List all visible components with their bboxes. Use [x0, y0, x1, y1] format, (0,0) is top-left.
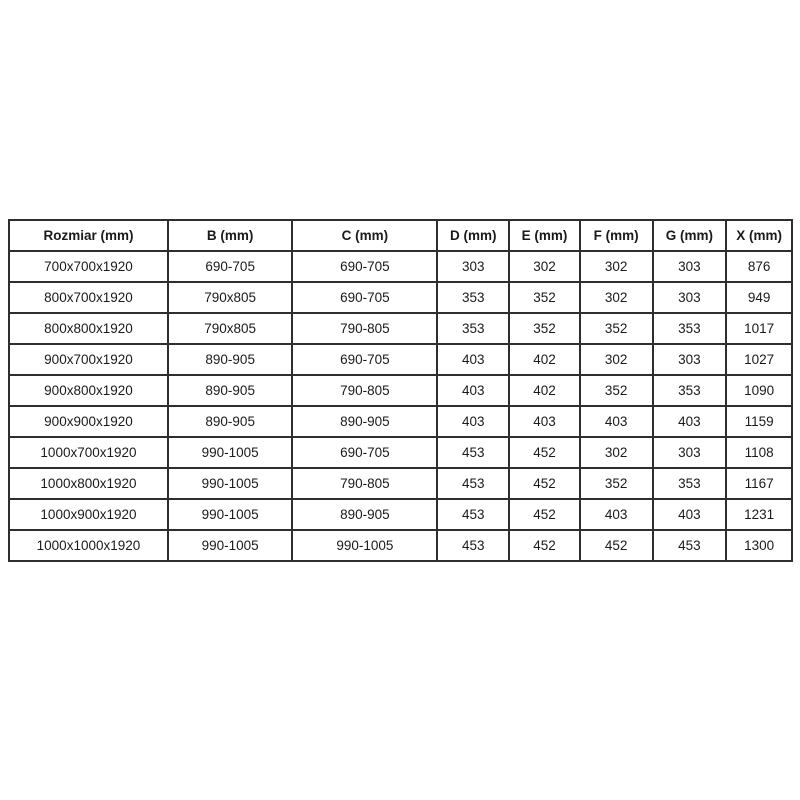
table-cell: 352 — [509, 282, 579, 313]
table-cell: 353 — [653, 375, 727, 406]
table-cell: 990-1005 — [168, 437, 292, 468]
table-cell: 1090 — [726, 375, 792, 406]
table-cell: 1000x800x1920 — [9, 468, 168, 499]
table-cell: 352 — [580, 468, 653, 499]
column-header: F (mm) — [580, 220, 653, 251]
table-cell: 790-805 — [292, 375, 437, 406]
table-cell: 403 — [437, 406, 509, 437]
table-cell: 452 — [580, 530, 653, 561]
table-cell: 1108 — [726, 437, 792, 468]
table-cell: 1000x900x1920 — [9, 499, 168, 530]
column-header: E (mm) — [509, 220, 579, 251]
table-cell: 990-1005 — [168, 530, 292, 561]
table-cell: 303 — [653, 437, 727, 468]
table-cell: 690-705 — [168, 251, 292, 282]
table-cell: 890-905 — [168, 375, 292, 406]
table-cell: 402 — [509, 344, 579, 375]
table-cell: 1231 — [726, 499, 792, 530]
column-header: B (mm) — [168, 220, 292, 251]
table-cell: 403 — [437, 344, 509, 375]
table-cell: 402 — [509, 375, 579, 406]
table-cell: 890-905 — [168, 406, 292, 437]
table-cell: 1000x1000x1920 — [9, 530, 168, 561]
table-cell: 690-705 — [292, 282, 437, 313]
table-row — [9, 375, 792, 406]
table-cell: 900x700x1920 — [9, 344, 168, 375]
table-cell: 353 — [653, 468, 727, 499]
table-row — [9, 530, 792, 561]
table-cell: 353 — [437, 313, 509, 344]
table-cell: 403 — [580, 406, 653, 437]
table-cell: 876 — [726, 251, 792, 282]
table-cell: 302 — [580, 282, 653, 313]
header-row — [9, 220, 792, 251]
table-cell: 1000x700x1920 — [9, 437, 168, 468]
table-cell: 403 — [509, 406, 579, 437]
table-cell: 890-905 — [168, 344, 292, 375]
table-cell: 452 — [509, 468, 579, 499]
table-row — [9, 313, 792, 344]
table-cell: 790x805 — [168, 282, 292, 313]
table-cell: 453 — [653, 530, 727, 561]
table-cell: 453 — [437, 530, 509, 561]
table-cell: 353 — [437, 282, 509, 313]
table-cell: 990-1005 — [168, 499, 292, 530]
table-row — [9, 251, 792, 282]
table-cell: 690-705 — [292, 437, 437, 468]
table-cell: 790x805 — [168, 313, 292, 344]
table-cell: 1027 — [726, 344, 792, 375]
column-header: C (mm) — [292, 220, 437, 251]
table-cell: 303 — [653, 344, 727, 375]
table-cell: 1017 — [726, 313, 792, 344]
column-header: G (mm) — [653, 220, 727, 251]
table-row — [9, 468, 792, 499]
table-cell: 453 — [437, 437, 509, 468]
table-cell: 352 — [509, 313, 579, 344]
table-cell: 1159 — [726, 406, 792, 437]
table-cell: 453 — [437, 468, 509, 499]
dimension-table — [8, 219, 793, 562]
table-cell: 800x700x1920 — [9, 282, 168, 313]
table-cell: 452 — [509, 437, 579, 468]
table-cell: 303 — [653, 282, 727, 313]
table-cell: 403 — [580, 499, 653, 530]
table-cell: 303 — [437, 251, 509, 282]
table-cell: 990-1005 — [292, 530, 437, 561]
table-cell: 403 — [653, 499, 727, 530]
table-cell: 949 — [726, 282, 792, 313]
table-row — [9, 437, 792, 468]
table-cell: 403 — [653, 406, 727, 437]
column-header: Rozmiar (mm) — [9, 220, 168, 251]
table-row — [9, 406, 792, 437]
table-cell: 800x800x1920 — [9, 313, 168, 344]
table-cell: 890-905 — [292, 406, 437, 437]
table-cell: 352 — [580, 313, 653, 344]
table-cell: 302 — [509, 251, 579, 282]
table-cell: 452 — [509, 499, 579, 530]
table-cell: 990-1005 — [168, 468, 292, 499]
table-cell: 900x900x1920 — [9, 406, 168, 437]
table-cell: 353 — [653, 313, 727, 344]
table-cell: 303 — [653, 251, 727, 282]
dimension-table-container — [8, 219, 793, 562]
table-cell: 900x800x1920 — [9, 375, 168, 406]
table-cell: 1300 — [726, 530, 792, 561]
table-body — [9, 251, 792, 561]
table-cell: 403 — [437, 375, 509, 406]
table-cell: 352 — [580, 375, 653, 406]
table-cell: 690-705 — [292, 251, 437, 282]
table-row — [9, 282, 792, 313]
table-cell: 890-905 — [292, 499, 437, 530]
table-row — [9, 499, 792, 530]
column-header: D (mm) — [437, 220, 509, 251]
table-cell: 690-705 — [292, 344, 437, 375]
table-row — [9, 344, 792, 375]
table-cell: 700x700x1920 — [9, 251, 168, 282]
table-cell: 790-805 — [292, 468, 437, 499]
table-cell: 302 — [580, 251, 653, 282]
table-cell: 453 — [437, 499, 509, 530]
table-cell: 302 — [580, 344, 653, 375]
table-cell: 452 — [509, 530, 579, 561]
table-cell: 790-805 — [292, 313, 437, 344]
column-header: X (mm) — [726, 220, 792, 251]
table-cell: 1167 — [726, 468, 792, 499]
table-cell: 302 — [580, 437, 653, 468]
